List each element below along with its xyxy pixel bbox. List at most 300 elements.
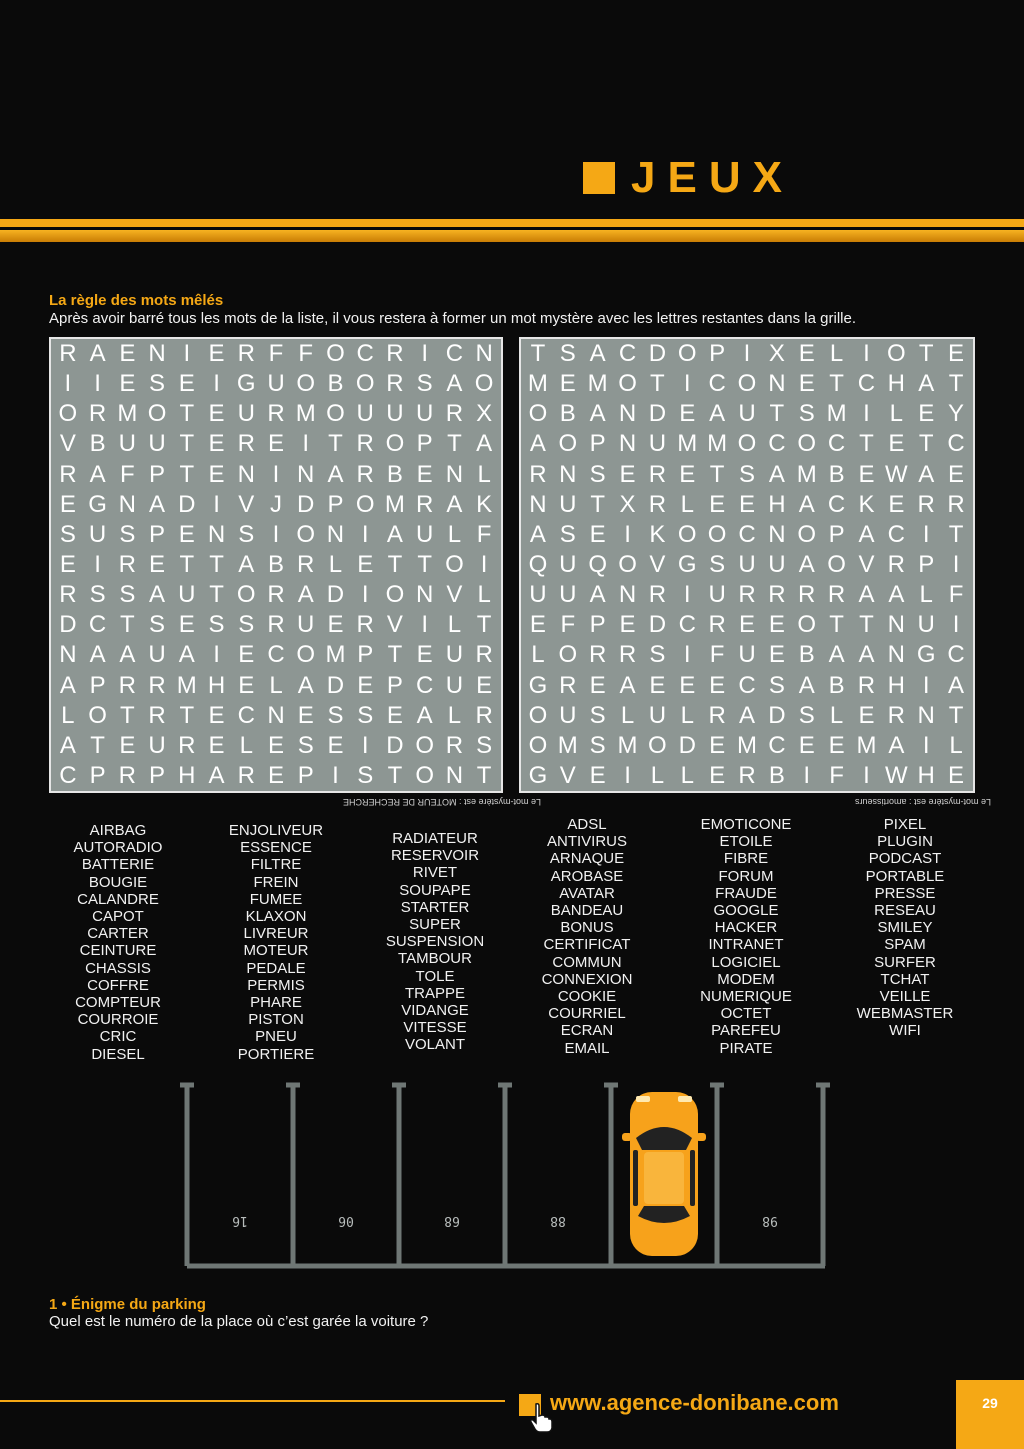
grid-letter: R: [118, 761, 136, 789]
grid-letter: T: [650, 370, 665, 398]
grid-letter: V: [446, 581, 463, 609]
word-list-item: CRIC: [99, 1028, 137, 1046]
grid-letter: E: [327, 731, 344, 759]
grid-letter: U: [708, 581, 726, 609]
grid-letter: M: [325, 641, 346, 669]
grid-letter: S: [119, 581, 136, 609]
word-list-item: PORTABLE: [865, 867, 945, 885]
grid-letter: E: [709, 671, 726, 699]
word-list: [48, 822, 188, 1063]
grid-letter: A: [858, 581, 875, 609]
grid-letter: N: [267, 701, 285, 729]
grid-letter: E: [59, 490, 76, 518]
grid-letter: T: [179, 701, 195, 729]
grid-letter: E: [208, 430, 225, 458]
grid-letter: C: [768, 430, 786, 458]
grid-letter: A: [798, 671, 815, 699]
grid-letter: U: [148, 731, 166, 759]
grid-letter: M: [176, 671, 197, 699]
grid-letter: R: [648, 581, 667, 609]
grid-letter: R: [237, 430, 255, 458]
grid-letter: R: [59, 460, 77, 488]
word-list-item: SURFER: [874, 953, 936, 971]
grid-letter: C: [857, 370, 876, 398]
grid-letter: O: [236, 581, 256, 609]
grid-letter: D: [326, 581, 345, 609]
grid-letter: N: [445, 761, 464, 789]
grid-letter: T: [476, 761, 492, 789]
grid-letter: O: [385, 430, 405, 458]
grid-letter: U: [445, 641, 464, 669]
grid-letter: D: [648, 400, 667, 428]
grid-letter: R: [59, 340, 77, 368]
word-list-item: FORUM: [718, 867, 774, 885]
grid-letter: R: [857, 671, 876, 699]
grid-letter: I: [952, 550, 960, 578]
grid-letter: I: [683, 641, 691, 669]
grid-letter: T: [179, 430, 195, 458]
grid-letter: R: [59, 581, 77, 609]
grid-letter: U: [118, 430, 136, 458]
website-link[interactable]: www.agence-donibane.com: [550, 1390, 839, 1415]
grid-letter: S: [738, 460, 755, 488]
grid-letter: S: [357, 701, 374, 729]
grid-letter: O: [797, 611, 817, 639]
word-list-item: CONNEXION: [541, 970, 633, 988]
grid-letter: E: [416, 641, 433, 669]
word-list-item: PISTON: [248, 1011, 304, 1029]
grid-letter: O: [797, 520, 817, 548]
grid-letter: L: [531, 641, 545, 669]
grid-letter: A: [297, 581, 314, 609]
word-list-item: CERTIFICAT: [543, 936, 631, 954]
grid-letter: E: [119, 340, 136, 368]
grid-letter: T: [387, 550, 403, 578]
word-list: [835, 816, 975, 1040]
grid-letter: R: [738, 761, 756, 789]
grid-letter: E: [948, 340, 965, 368]
grid-letter: T: [179, 400, 195, 428]
grid-letter: A: [798, 490, 815, 518]
grid-letter: A: [888, 731, 905, 759]
grid-letter: B: [828, 460, 845, 488]
word-grid-internet: [519, 337, 975, 793]
grid-letter: E: [357, 550, 374, 578]
grid-letter: R: [415, 490, 434, 518]
grid-letter: E: [649, 671, 666, 699]
grid-letter: I: [183, 340, 191, 368]
grid-letter: S: [149, 370, 166, 398]
word-list-item: PERMIS: [247, 976, 305, 994]
grid-letter: W: [885, 460, 908, 488]
grid-letter: Q: [528, 550, 548, 578]
grid-letter: C: [445, 340, 464, 368]
grid-letter: R: [475, 701, 493, 729]
grid-letter: O: [707, 520, 727, 548]
grid-letter: I: [922, 731, 930, 759]
grid-letter: A: [738, 701, 755, 729]
word-list-item: VOLANT: [404, 1036, 465, 1054]
grid-letter: F: [298, 340, 314, 368]
grid-letter: D: [678, 731, 696, 759]
word-list-item: FILTRE: [250, 856, 302, 874]
grid-letter: R: [827, 581, 846, 609]
enigma-heading: 1 • Énigme du parking: [49, 1296, 206, 1313]
grid-letter: C: [356, 340, 374, 368]
word-list-item: BANDEAU: [550, 902, 624, 920]
grid-letter: D: [648, 611, 667, 639]
grid-letter: R: [588, 641, 607, 669]
grid-letter: E: [619, 611, 636, 639]
grid-letter: E: [119, 731, 136, 759]
grid-letter: I: [480, 550, 488, 578]
grid-letter: V: [858, 550, 875, 578]
grid-letter: R: [356, 611, 374, 639]
grid-letter: O: [677, 340, 697, 368]
rules-heading: La règle des mots mêlés: [49, 292, 224, 309]
grid-letter: T: [948, 370, 964, 398]
grid-letter: S: [327, 701, 344, 729]
grid-letter: B: [798, 641, 815, 669]
grid-letter: E: [918, 400, 935, 428]
grid-letter: E: [828, 731, 845, 759]
grid-letter: E: [238, 641, 255, 669]
grid-letter: R: [356, 430, 374, 458]
grid-letter: N: [768, 370, 786, 398]
header-stripe-thick: [0, 230, 1024, 242]
grid-letter: A: [888, 581, 905, 609]
grid-letter: C: [827, 430, 846, 458]
grid-letter: N: [887, 641, 905, 669]
grid-letter: E: [888, 430, 905, 458]
word-list-item: PIXEL: [883, 816, 927, 833]
grid-letter: I: [213, 370, 220, 398]
title-square-icon: [583, 162, 615, 194]
grid-letter: L: [680, 701, 694, 729]
word-list-item: AROBASE: [550, 867, 624, 885]
grid-letter: V: [238, 490, 255, 518]
grid-letter: R: [148, 671, 166, 699]
word-list-item: STARTER: [400, 898, 470, 916]
grid-letter: G: [677, 550, 697, 578]
grid-letter: R: [618, 641, 637, 669]
grid-letter: O: [886, 340, 906, 368]
word-list-item: COURRIEL: [548, 1005, 626, 1023]
grid-letter: A: [178, 641, 195, 669]
grid-letter: N: [887, 611, 905, 639]
grid-letter: A: [858, 520, 875, 548]
word-list-item: CARTER: [87, 925, 149, 943]
word-grid-cars: [49, 337, 503, 793]
grid-letter: K: [476, 490, 493, 518]
grid-letter: R: [267, 611, 285, 639]
grid-letter: B: [89, 430, 106, 458]
word-list-item: EMAIL: [564, 1039, 610, 1057]
grid-letter: O: [558, 641, 578, 669]
grid-letter: U: [415, 400, 434, 428]
grid-letter: A: [589, 400, 606, 428]
grid-letter: L: [477, 460, 491, 488]
grid-letter: T: [476, 611, 492, 639]
word-list-item: HACKER: [714, 919, 778, 937]
grid-letter: L: [829, 701, 844, 729]
grid-letter: Y: [948, 400, 965, 428]
parking-dividers: [180, 1085, 830, 1266]
grid-letter: O: [737, 430, 757, 458]
word-list-item: AVATAR: [559, 884, 615, 902]
grid-letter: P: [357, 641, 374, 669]
grid-letter: A: [529, 520, 546, 548]
grid-letter: L: [447, 520, 462, 548]
grid-letter: G: [236, 370, 256, 398]
grid-letter: L: [620, 701, 635, 729]
grid-letter: N: [326, 520, 345, 548]
grid-letter: E: [267, 731, 284, 759]
grid-letter: R: [237, 340, 255, 368]
section-title: [583, 153, 794, 202]
grid-letter: O: [326, 340, 345, 368]
grid-letter: T: [918, 430, 934, 458]
grid-letter: L: [829, 340, 844, 368]
grid-letter: R: [648, 460, 667, 488]
grid-letter: E: [709, 761, 726, 789]
grid-letter: U: [738, 550, 756, 578]
grid-letter: S: [798, 701, 815, 729]
grid-letter: W: [885, 761, 908, 789]
grid-letter: C: [947, 641, 965, 669]
grid-letter: A: [619, 671, 636, 699]
grid-letter: I: [213, 490, 220, 518]
word-list-item: ESSENCE: [240, 839, 312, 857]
parking-lot: [170, 1078, 840, 1278]
grid-letter: E: [208, 460, 225, 488]
grid-letter: A: [386, 520, 403, 548]
grid-letter: M: [826, 400, 847, 428]
word-list-item: MOTEUR: [243, 942, 309, 960]
grid-letter: K: [649, 520, 666, 548]
word-list-item: PODCAST: [868, 850, 942, 868]
grid-letter: I: [421, 340, 428, 368]
grid-letter: C: [237, 701, 255, 729]
grid-letter: M: [856, 731, 877, 759]
word-list-item: AUTORADIO: [73, 839, 163, 857]
grid-letter: S: [798, 400, 815, 428]
grid-letter: N: [768, 520, 786, 548]
grid-letter: L: [949, 731, 963, 759]
grid-letter: E: [709, 731, 726, 759]
grid-letter: P: [89, 761, 106, 789]
grid-letter: M: [295, 400, 316, 428]
word-list: [365, 830, 505, 1054]
grid-letter: E: [59, 550, 76, 578]
grid-letter: I: [332, 761, 339, 789]
grid-letter: L: [447, 611, 462, 639]
grid-letter: E: [948, 460, 965, 488]
grid-letter: I: [743, 340, 751, 368]
grid-letter: L: [650, 761, 665, 789]
grid-letter: R: [529, 460, 547, 488]
grid-letter: L: [328, 550, 343, 578]
word-list-item: VEILLE: [879, 988, 931, 1006]
grid-letter: S: [476, 731, 493, 759]
grid-letter: S: [709, 550, 726, 578]
grid-letter: U: [386, 400, 404, 428]
grid-letter: A: [529, 430, 546, 458]
grid-letter: I: [64, 370, 72, 398]
grid-letter: U: [267, 370, 285, 398]
grid-letter: A: [89, 460, 106, 488]
grid-letter: M: [384, 490, 405, 518]
grid-letter: M: [736, 731, 757, 759]
grid-letter: A: [948, 671, 965, 699]
grid-letter: U: [768, 550, 786, 578]
grid-letter: E: [679, 400, 696, 428]
grid-letter: S: [768, 671, 785, 699]
grid-letter: N: [207, 520, 226, 548]
grid-letter: P: [589, 611, 606, 639]
word-list-item: LIVREUR: [243, 925, 309, 943]
grid-letter: I: [863, 400, 870, 428]
grid-letter: T: [859, 430, 874, 458]
grid-letter: R: [887, 701, 905, 729]
grid-letter: R: [88, 400, 107, 428]
grid-letter: C: [738, 671, 756, 699]
grid-letter: O: [296, 641, 316, 669]
grid-letter: O: [558, 430, 578, 458]
grid-letter: E: [768, 641, 785, 669]
grid-letter: I: [863, 340, 870, 368]
grid-letter: E: [178, 370, 195, 398]
grid-letter: C: [738, 520, 756, 548]
grid-letter: V: [59, 430, 76, 458]
grid-letter: E: [529, 611, 546, 639]
grid-letter: M: [707, 430, 728, 458]
grid-letter: A: [446, 370, 463, 398]
slot-number: 98: [762, 1213, 778, 1228]
grid-letter: E: [208, 340, 225, 368]
grid-letter: R: [178, 731, 196, 759]
word-list: [676, 816, 816, 1057]
grid-letter: I: [683, 370, 691, 398]
grid-letter: E: [178, 520, 195, 548]
grid-letter: P: [386, 671, 403, 699]
grid-letter: P: [416, 430, 433, 458]
grid-letter: H: [917, 761, 935, 789]
word-list-item: PEDALE: [246, 959, 306, 977]
grid-letter: R: [445, 731, 464, 759]
grid-letter: K: [858, 490, 875, 518]
grid-letter: I: [213, 641, 220, 669]
grid-letter: A: [59, 671, 76, 699]
grid-letter: A: [238, 550, 255, 578]
grid-letter: N: [148, 340, 166, 368]
grid-letter: P: [149, 460, 166, 488]
grid-letter: E: [858, 701, 875, 729]
grid-letter: C: [827, 490, 846, 518]
grid-letter: B: [386, 460, 403, 488]
grid-letter: P: [149, 761, 166, 789]
grid-letter: I: [421, 611, 428, 639]
grid-letter: N: [297, 460, 315, 488]
grid-letter: U: [738, 400, 756, 428]
grid-letter: C: [618, 340, 637, 368]
word-list-item: TAMBOUR: [398, 950, 472, 968]
grid-letter: A: [119, 641, 136, 669]
grid-letter: U: [148, 430, 166, 458]
grid-letter: U: [738, 641, 756, 669]
grid-letter: I: [952, 611, 960, 639]
grid-letter: C: [947, 430, 965, 458]
grid-letter: O: [326, 400, 345, 428]
word-list-item: NUMERIQUE: [700, 988, 792, 1006]
grid-letter: H: [207, 671, 226, 699]
grid-letter: R: [708, 611, 726, 639]
grid-letter: A: [59, 731, 76, 759]
grid-letter: R: [559, 671, 577, 699]
word-list-item: OCTET: [720, 1005, 772, 1023]
grid-letter: N: [475, 340, 493, 368]
grid-letter: A: [768, 460, 785, 488]
grid-letter: D: [178, 490, 196, 518]
grid-letter: U: [559, 550, 577, 578]
grid-letter: I: [94, 370, 101, 398]
grid-letter: P: [828, 520, 845, 548]
car-top-view-icon: [622, 1092, 706, 1256]
grid-letter: I: [922, 520, 930, 548]
word-list-item: KLAXON: [245, 908, 307, 926]
grid-letter: M: [557, 731, 578, 759]
grid-letter: M: [796, 460, 817, 488]
word-list-item: FIBRE: [723, 850, 769, 868]
grid-letter: E: [798, 340, 815, 368]
grid-letter: S: [589, 731, 606, 759]
grid-letter: H: [887, 370, 905, 398]
word-list-item: TOLE: [415, 967, 455, 985]
grid-letter: S: [208, 611, 225, 639]
grid-letter: V: [649, 550, 666, 578]
grid-letter: T: [119, 701, 135, 729]
grid-letter: L: [447, 701, 462, 729]
word-list-item: SUPER: [409, 916, 461, 934]
grid-letter: S: [559, 340, 576, 368]
grid-letter: I: [361, 731, 369, 759]
word-list-item: TCHAT: [880, 970, 930, 988]
grid-letter: I: [803, 761, 811, 789]
word-list-item: ANTIVIRUS: [546, 833, 627, 851]
grid-letter: R: [267, 400, 285, 428]
grid-letter: E: [208, 731, 225, 759]
grid-letter: D: [59, 611, 77, 639]
grid-letter: N: [559, 460, 577, 488]
grid-letter: S: [649, 641, 666, 669]
grid-letter: H: [768, 490, 786, 518]
word-list-item: PNEU: [255, 1028, 297, 1046]
word-list-item: CALANDRE: [77, 890, 159, 908]
grid-letter: B: [327, 370, 344, 398]
grid-letter: C: [415, 671, 434, 699]
grid-letter: E: [267, 761, 284, 789]
grid-letter: S: [238, 520, 255, 548]
grid-letter: T: [829, 370, 844, 398]
grid-letter: A: [327, 460, 344, 488]
grid-letter: O: [648, 731, 667, 759]
word-list-item: FREIN: [253, 873, 299, 891]
grid-letter: O: [415, 761, 434, 789]
grid-letter: X: [619, 490, 636, 518]
grid-letter: R: [947, 490, 965, 518]
grid-letter: E: [768, 611, 785, 639]
grid-letter: O: [618, 550, 637, 578]
